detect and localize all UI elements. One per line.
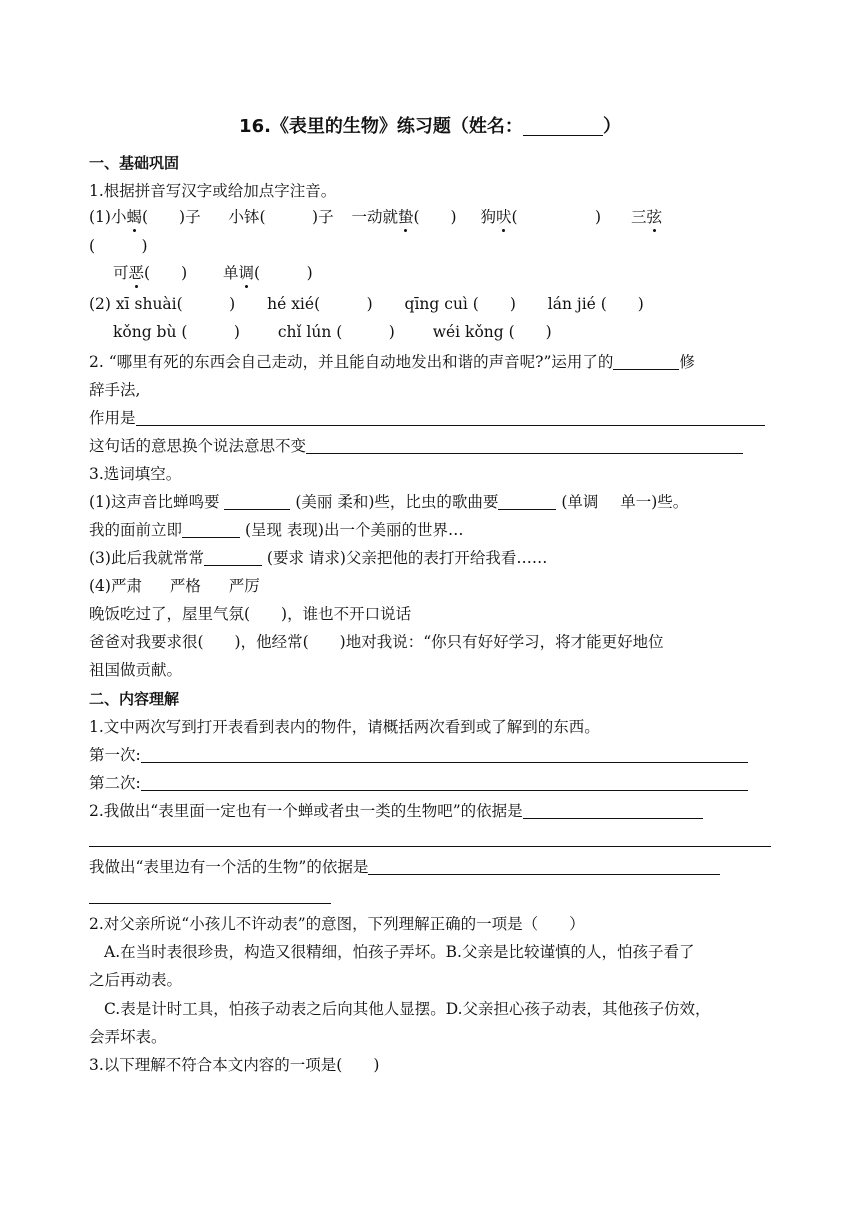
q3-s3-a: (3)此后我就常常: [89, 549, 204, 567]
q1-row4: [113, 321, 552, 343]
s2-q2-b-blank[interactable]: [368, 858, 720, 875]
q2-line1: [89, 351, 695, 373]
s2-q3-ab: A.在当时表很珍贵，构造又很精细，怕孩子弄坏。B.父亲是比较谨慎的人，怕孩子看了: [104, 943, 695, 961]
s2-q2-a: [89, 800, 703, 822]
q1-r1-e-dot: 弦: [646, 208, 663, 226]
q3-prompt: 3.选词填空。: [89, 465, 182, 483]
q1-r3-c: qīng cuì ( ): [404, 295, 516, 313]
section1-heading: 一、基础巩固: [89, 154, 180, 172]
q2-rephrase-blank[interactable]: [306, 437, 743, 454]
q1-r3-a: (2) xī shuài( ): [89, 295, 236, 313]
q3-s1-a: (1)这声音比蝉鸣要: [89, 493, 220, 511]
title-close: ）: [602, 116, 621, 137]
q3-s3-b: (要求 请求)父亲把他的表打开给我看……: [266, 549, 548, 567]
q1-r1-e-pre: 三: [630, 208, 647, 226]
q3-s4-opt2: 严格: [169, 577, 201, 595]
q1-r3-b: hé xié( ): [267, 295, 373, 313]
q3-s2: [89, 519, 463, 541]
name-blank[interactable]: [523, 117, 603, 136]
s2-q3-ab2: 之后再动表。: [89, 971, 183, 989]
q2-tail: 修: [679, 353, 695, 371]
s2-q1-second-label: 第二次:: [89, 774, 141, 792]
q1-r2-b-pre: 单: [223, 264, 239, 282]
s2-q1-first-label: 第一次:: [89, 746, 141, 764]
s2-q1-prompt: 1.文中两次写到打开表看到表内的物件，请概括两次看到或了解到的东西。: [89, 718, 600, 736]
s2-q3-cd: C.表是计时工具，怕孩子动表之后向其他人显摆。D.父亲担心孩子动表，其他孩子仿效，: [104, 1000, 711, 1018]
q1-row3: [89, 293, 644, 315]
q3-s4: [89, 575, 260, 597]
q1-row1: [89, 206, 662, 228]
q1-r1-c-dot: 蛰: [397, 208, 414, 226]
q3-s5: 晚饭吃过了，屋里气氛( )，谁也不开口说话: [89, 605, 412, 623]
q2-effect-label: 作用是: [89, 409, 136, 427]
s2-q1-second: [89, 772, 748, 794]
q1-r1-c-pre: 一动就: [351, 208, 398, 226]
q3-s4-opt1: (4)严肃: [89, 577, 142, 595]
s2-q1-second-blank[interactable]: [141, 774, 748, 791]
q1-r2-a-post: ( ): [144, 264, 188, 282]
q1-r2-a-pre: 可: [113, 264, 129, 282]
q3-s1-blank1[interactable]: [224, 493, 290, 510]
s2-q4-prompt: 3.以下理解不符合本文内容的一项是( ): [89, 1056, 380, 1074]
q3-s2-blank[interactable]: [182, 521, 240, 538]
q2-rephrase: [89, 435, 743, 457]
q3-s6: 爸爸对我要求很( )，他经常( )地对我说：“你只有好好学习，将才能更好地位: [89, 633, 664, 651]
section2-heading: 二、内容理解: [89, 690, 180, 708]
q2-effect-blank[interactable]: [136, 409, 765, 426]
q3-s2-b: (呈现 表现)出一个美丽的世界…: [244, 521, 464, 539]
q1-r1-a-post: ( )子: [141, 208, 201, 226]
q3-s1-opt2: (单调: [561, 493, 599, 511]
q1-r4-b: chǐ lún ( ): [277, 323, 395, 341]
q3-s2-a: 我的面前立即: [89, 521, 183, 539]
q1-r1-c-post: ( ): [413, 208, 457, 226]
title-text: 16.《表里的生物》练习题（姓名：: [239, 116, 523, 137]
q1-r2-b-dot: 调: [238, 264, 255, 282]
q1-r2-b-post: ( ): [254, 264, 313, 282]
q1-r1-a-pre: (1)小: [89, 208, 127, 226]
s2-q1-first: [89, 744, 748, 766]
q3-s1-opt3: 单一)些。: [620, 493, 689, 511]
s2-q3-cd2: 会弄坏表。: [89, 1028, 167, 1046]
q1-prompt: 1.根据拼音写汉字或给加点字注音。: [89, 182, 337, 200]
q3-s4-opt3: 严厉: [228, 577, 260, 595]
q2-blank[interactable]: [613, 353, 679, 370]
s2-q2-a-line2[interactable]: [89, 846, 771, 847]
s2-q2-a-blank[interactable]: [523, 802, 703, 819]
q3-s1-opt1: (美丽 柔和)些，比虫的歌曲要: [295, 493, 499, 511]
s2-q1-first-blank[interactable]: [141, 746, 748, 763]
q1-r1-a-dot: 蝎: [126, 208, 142, 226]
q2-effect: [89, 407, 765, 429]
q2-line2: 辞手法,: [89, 381, 141, 399]
q2-rephrase-label: 这句话的意思换个说法意思不变: [89, 437, 307, 455]
q1-row1-cont: ( ): [89, 237, 148, 255]
s2-q2-b-text: 我做出“表里边有一个活的生物”的依据是: [89, 858, 369, 876]
q1-r3-d: lán jié ( ): [547, 295, 644, 313]
q3-s3-blank[interactable]: [204, 549, 262, 566]
q1-r4-a: kǒng bù ( ): [113, 323, 240, 341]
s2-q2-b: [89, 856, 720, 878]
s2-q2-a-text: 2.我做出“表里面一定也有一个蝉或者虫一类的生物吧”的依据是: [89, 802, 523, 820]
q1-r1-d-dot: 吠: [495, 208, 512, 226]
q1-r1-b: 小钵( )子: [228, 208, 334, 226]
q3-s3: [89, 547, 547, 569]
q1-r1-d-pre: 狗: [480, 208, 496, 226]
q1-r1-d-post: ( ): [511, 208, 602, 226]
q2-text: 2. “哪里有死的东西会自己走动，并且能自动地发出和谐的声音呢?”运用了的: [89, 353, 614, 371]
q3-s1-blank2[interactable]: [498, 493, 556, 510]
q3-s1: [89, 491, 688, 513]
q1-r2-a-dot: 恶: [128, 264, 145, 282]
q3-s7: 祖国做贡献。: [89, 661, 183, 679]
s2-q2-b-line2[interactable]: [89, 903, 331, 904]
q1-r4-c: wéi kǒng ( ): [432, 323, 552, 341]
s2-q3-prompt: 2.对父亲所说“小孩儿不许动表”的意图，下列理解正确的一项是（ ）: [89, 915, 585, 933]
page-title: [0, 114, 860, 140]
q1-row2: [113, 262, 313, 284]
